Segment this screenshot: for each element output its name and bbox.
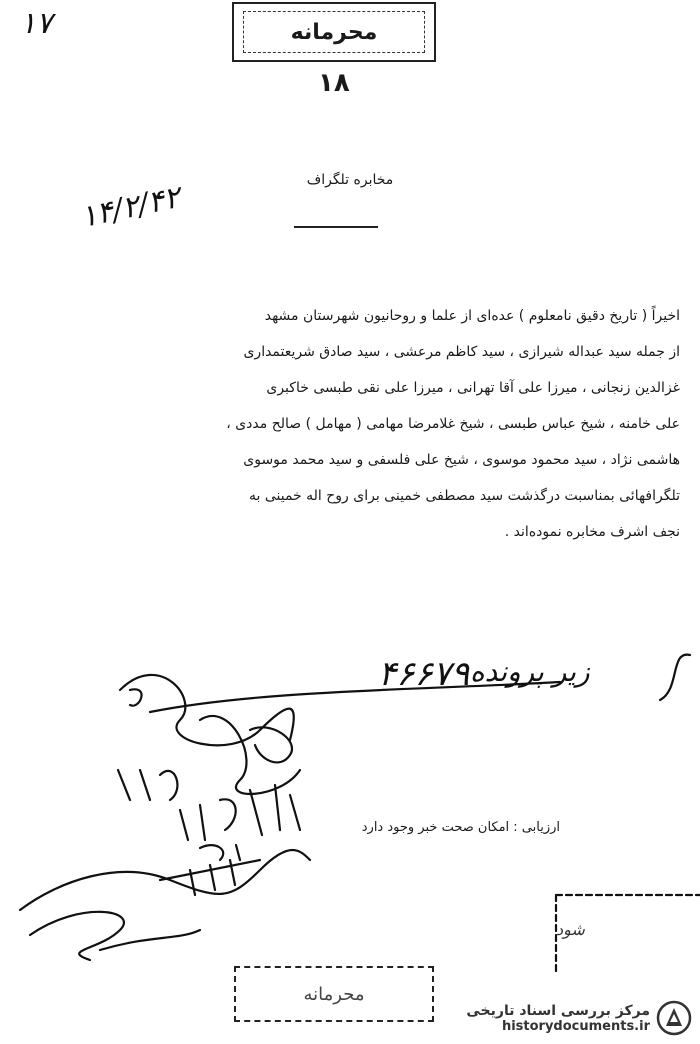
signature-scribble — [250, 727, 292, 762]
confidential-stamp-bottom — [234, 966, 434, 1022]
signature-flourish — [160, 860, 260, 895]
stamp-top-text: محرمانه — [290, 19, 378, 45]
handwritten-file-number: ۴۶۶۷۹ — [378, 654, 470, 694]
signature-flourish — [100, 930, 200, 950]
body-line: تلگرافهائی بمناسبت درگذشت سید مصطفی خمینی برای روح اله خمینی به — [248, 488, 680, 504]
handwritten-date: ۱۴/۲/۴۲ — [77, 179, 184, 236]
handwritten-mark — [660, 655, 690, 700]
document-title: مخابره تلگراف — [306, 172, 394, 188]
watermark-name: مرکز بررسی اسناد تاریخی — [466, 1002, 650, 1019]
report-body — [44, 298, 680, 550]
confidential-stamp-top — [232, 2, 436, 62]
signature-flourish — [30, 912, 124, 960]
title-underline — [294, 226, 378, 228]
signature-scribble — [200, 716, 300, 794]
handwritten-mark — [118, 770, 177, 800]
handwritten-mark — [200, 845, 240, 860]
body-line: هاشمی نژاد ، سید محمود موسوی ، شیخ علی فلسفی و سید محمد موسوی — [243, 452, 680, 468]
page-number: ۱۷ — [20, 6, 53, 41]
handwritten-corner-note: شود — [556, 920, 585, 939]
body-line: اخیراً ( تاریخ دقیق نامعلوم ) عده‌ای از علما و روحانیون شهرستان مشهد — [264, 308, 680, 324]
archive-logo-icon — [656, 1000, 692, 1036]
body-line: غزالدین زنجانی ، میرزا علی آقا تهرانی ، میرزا علی نقی طبسی خاکبری — [266, 380, 680, 396]
evaluation-note: ارزیابی : امکان صحت خبر وجود دارد — [361, 820, 560, 835]
document-number: ۱۸ — [318, 68, 350, 98]
body-line: از جمله سید عبداله شیرازی ، سید کاظم مرعشی ، سید صادق شریعتمداری — [243, 344, 680, 360]
signature-flourish — [20, 850, 310, 910]
signature-scribble — [120, 675, 294, 745]
handwritten-mark — [180, 799, 236, 840]
archive-watermark — [466, 1000, 692, 1036]
body-line: علی خامنه ، شیخ عباس طبسی ، شیخ غلامرضا مهامی ( مهامل ) صالح مددی ، — [226, 416, 680, 432]
handwritten-mark — [250, 785, 300, 835]
handwritten-mark — [130, 689, 142, 705]
body-line: نجف اشرف مخابره نموده‌اند . — [504, 524, 680, 540]
watermark-url: historydocuments.ir — [501, 1018, 650, 1034]
stamp-bottom-text: محرمانه — [303, 983, 365, 1005]
handwritten-file-reference: زیر پرونده — [470, 655, 590, 688]
